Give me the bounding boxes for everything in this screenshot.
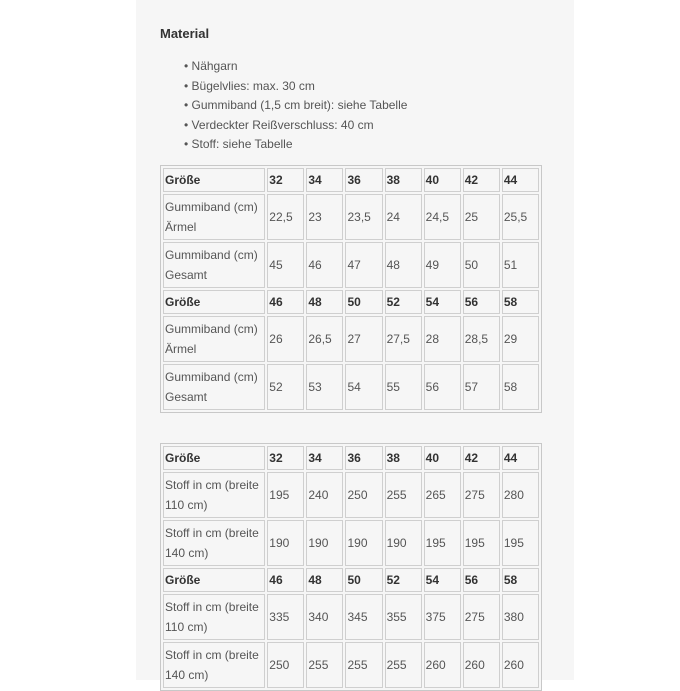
table-cell: 250 [345, 472, 382, 518]
table-cell: 45 [267, 242, 304, 288]
table-row-label: Gummiband (cm) Gesamt [163, 242, 265, 288]
table-header-cell: 32 [267, 446, 304, 470]
table-cell: 255 [385, 472, 422, 518]
table-cell: 49 [424, 242, 461, 288]
list-item: • Stoff: siehe Tabelle [184, 135, 407, 155]
table-header-cell: Größe [163, 168, 265, 192]
table-row [163, 242, 539, 288]
table-cell: 275 [463, 594, 500, 640]
table-header-cell: Größe [163, 446, 265, 470]
table-row-label: Gummiband (cm) Ärmel [163, 316, 265, 362]
table-cell: 54 [345, 364, 382, 410]
table-cell: 50 [463, 242, 500, 288]
table-cell: 56 [424, 364, 461, 410]
table-cell: 255 [385, 642, 422, 688]
table-cell: 380 [502, 594, 539, 640]
table-cell: 255 [306, 642, 343, 688]
table-header-cell: 58 [502, 290, 539, 314]
table-cell: 335 [267, 594, 304, 640]
table-header-cell: 52 [385, 290, 422, 314]
table-header-cell: 50 [345, 290, 382, 314]
table-row-label: Gummiband (cm) Ärmel [163, 194, 265, 240]
table-cell: 265 [424, 472, 461, 518]
table-header-cell: 46 [267, 568, 304, 592]
table-header-cell: 38 [385, 168, 422, 192]
table-cell: 280 [502, 472, 539, 518]
table-cell: 190 [306, 520, 343, 566]
table-header-cell: 48 [306, 290, 343, 314]
table-header-cell: 50 [345, 568, 382, 592]
table-header-row [163, 568, 539, 592]
table-cell: 250 [267, 642, 304, 688]
table-header-cell: 40 [424, 446, 461, 470]
table-cell: 25,5 [502, 194, 539, 240]
table-cell: 22,5 [267, 194, 304, 240]
table-cell: 52 [267, 364, 304, 410]
table-cell: 190 [345, 520, 382, 566]
table-row [163, 472, 539, 518]
list-item: • Gummiband (1,5 cm breit): siehe Tabelle [184, 96, 407, 116]
table-cell: 27,5 [385, 316, 422, 362]
table-cell: 47 [345, 242, 382, 288]
table-cell: 195 [424, 520, 461, 566]
table-header-cell: 34 [306, 446, 343, 470]
table-cell: 260 [424, 642, 461, 688]
table-cell: 27 [345, 316, 382, 362]
table-header-cell: 34 [306, 168, 343, 192]
table-header-cell: 38 [385, 446, 422, 470]
table-header-cell: 58 [502, 568, 539, 592]
table-cell: 275 [463, 472, 500, 518]
table-header-cell: 36 [345, 168, 382, 192]
content-panel [136, 0, 574, 680]
table-cell: 260 [502, 642, 539, 688]
table-cell: 375 [424, 594, 461, 640]
table-row [163, 642, 539, 688]
list-item: • Verdeckter Reißverschluss: 40 cm [184, 116, 407, 136]
table-cell: 57 [463, 364, 500, 410]
table-header-cell: 54 [424, 290, 461, 314]
table-header-row [163, 168, 539, 192]
table-cell: 23,5 [345, 194, 382, 240]
table-row [163, 364, 539, 410]
table-row [163, 520, 539, 566]
table-cell: 23 [306, 194, 343, 240]
table-header-cell: 36 [345, 446, 382, 470]
table-cell: 195 [463, 520, 500, 566]
table-row [163, 316, 539, 362]
table-cell: 195 [502, 520, 539, 566]
table-row-label: Stoff in cm (breite 140 cm) [163, 520, 265, 566]
table-cell: 190 [385, 520, 422, 566]
table-row-label: Stoff in cm (breite 110 cm) [163, 472, 265, 518]
table-cell: 48 [385, 242, 422, 288]
table-row-label: Gummiband (cm) Gesamt [163, 364, 265, 410]
table-cell: 28,5 [463, 316, 500, 362]
table-cell: 51 [502, 242, 539, 288]
table-row [163, 194, 539, 240]
table-cell: 260 [463, 642, 500, 688]
table-cell: 28 [424, 316, 461, 362]
table-header-row [163, 446, 539, 470]
table-cell: 24 [385, 194, 422, 240]
stoff-table [160, 443, 542, 691]
table-header-cell: 56 [463, 568, 500, 592]
list-item: • Nähgarn [184, 57, 407, 77]
table-cell: 26 [267, 316, 304, 362]
table-header-cell: Größe [163, 568, 265, 592]
table-header-cell: Größe [163, 290, 265, 314]
table-cell: 355 [385, 594, 422, 640]
table-cell: 46 [306, 242, 343, 288]
table-row-label: Stoff in cm (breite 110 cm) [163, 594, 265, 640]
table-row-label: Stoff in cm (breite 140 cm) [163, 642, 265, 688]
table-cell: 240 [306, 472, 343, 518]
table-cell: 345 [345, 594, 382, 640]
table-header-cell: 46 [267, 290, 304, 314]
table-cell: 53 [306, 364, 343, 410]
table-cell: 58 [502, 364, 539, 410]
table-cell: 29 [502, 316, 539, 362]
table-row [163, 594, 539, 640]
table-cell: 255 [345, 642, 382, 688]
table-cell: 340 [306, 594, 343, 640]
material-heading: Material [160, 26, 210, 41]
material-list [184, 57, 407, 155]
table-header-cell: 56 [463, 290, 500, 314]
table-header-cell: 32 [267, 168, 304, 192]
table-header-cell: 52 [385, 568, 422, 592]
table-cell: 24,5 [424, 194, 461, 240]
table-cell: 55 [385, 364, 422, 410]
table-header-cell: 42 [463, 168, 500, 192]
table-header-cell: 40 [424, 168, 461, 192]
table-header-cell: 44 [502, 446, 539, 470]
table-cell: 190 [267, 520, 304, 566]
table-header-cell: 54 [424, 568, 461, 592]
table-cell: 26,5 [306, 316, 343, 362]
table-header-cell: 42 [463, 446, 500, 470]
list-item: • Bügelvlies: max. 30 cm [184, 77, 407, 97]
table-cell: 195 [267, 472, 304, 518]
table-header-row [163, 290, 539, 314]
table-header-cell: 48 [306, 568, 343, 592]
gummiband-table [160, 165, 542, 413]
table-header-cell: 44 [502, 168, 539, 192]
table-cell: 25 [463, 194, 500, 240]
